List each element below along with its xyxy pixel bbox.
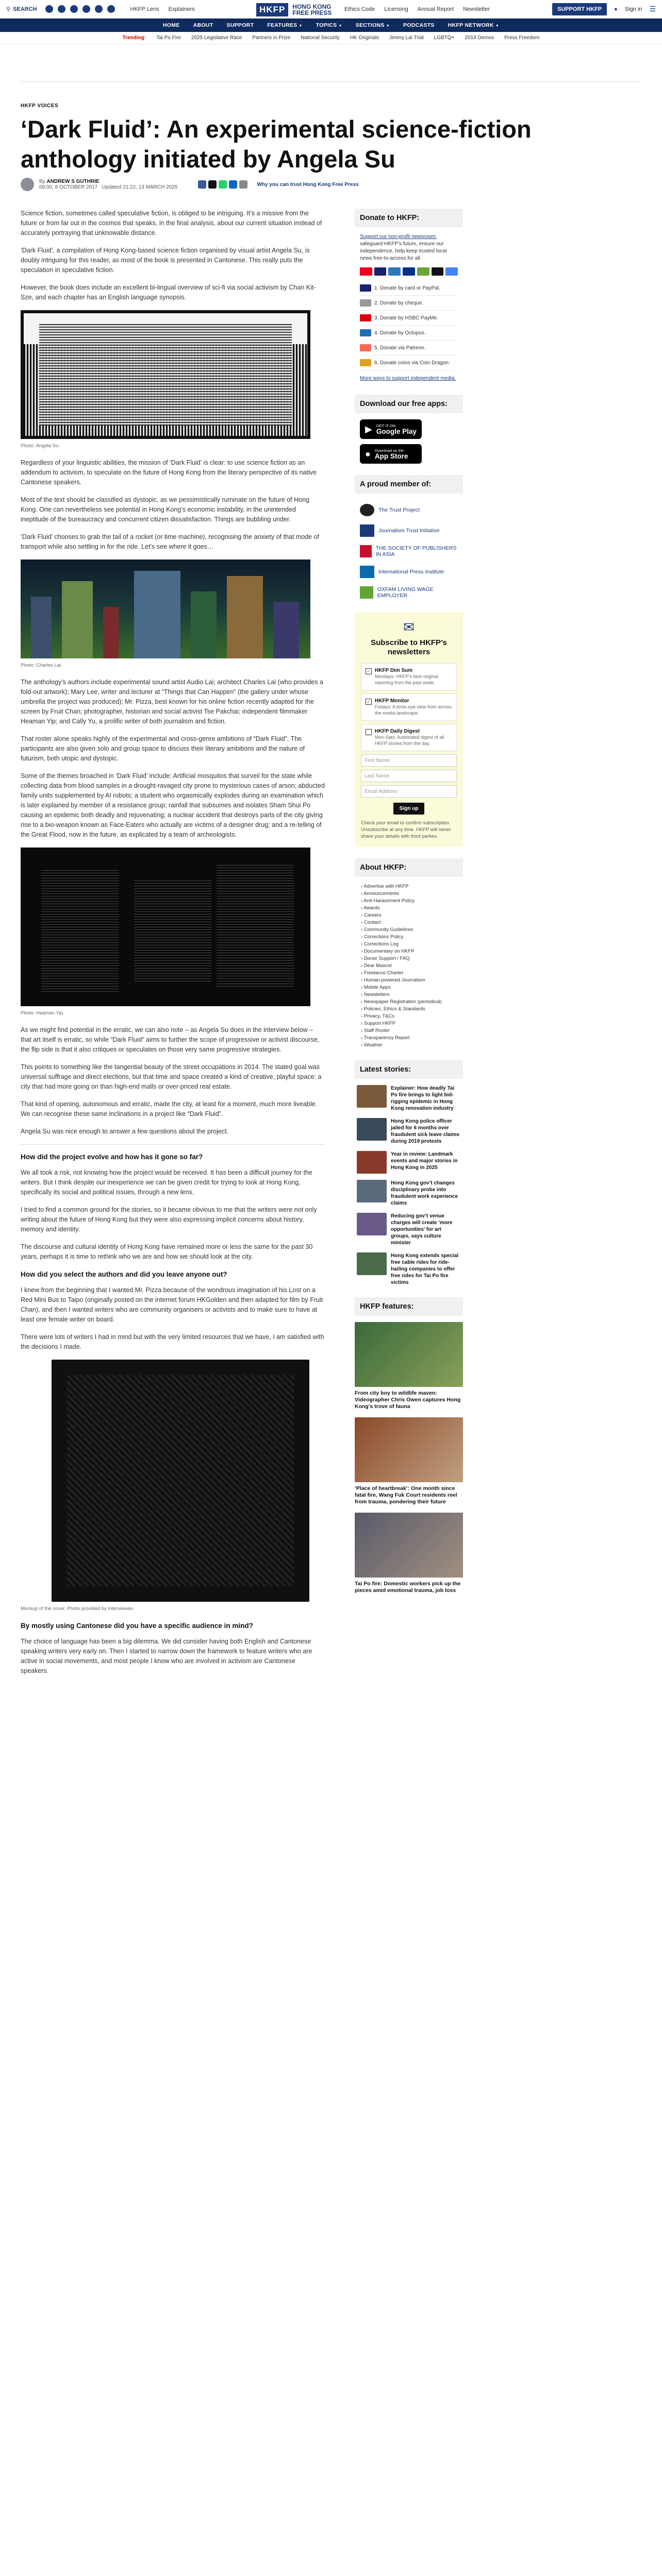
donate-option-octopus[interactable]: 4. Donate by Octopus.: [360, 326, 458, 341]
mastercard-icon: [360, 267, 372, 276]
paragraph: The choice of language has been a big dilemma. We did consider having both English and Cantonese speaking writers very early on. Then I started to narrow down the framework to feature writers who are active in social movements, and most people I know who are involved in activism are Cantonese speakers.: [21, 1638, 312, 1674]
author-avatar: [21, 178, 34, 191]
paragraph: That roster alone speaks highly of the experimental and cross-genre ambitions of “Dark Fluid”. The participants are also given solo and group space to discuss their literary ambitions and the nature of futurism, both utopic and dystopic.: [21, 735, 305, 762]
user-icon[interactable]: ●: [614, 6, 618, 12]
paragraph: Science fiction, sometimes called speculative fiction, is obliged to be intriguing. It’s a missive from the future or from far out in the cosmos that speaks, in the final analysis, about our current situation instead of accurately portraying that unknowable distance.: [21, 210, 322, 236]
paragraph: However, the book does include an excellent bi-lingual overview of sci-fi via social activism by Chan Kit-Sze, and each chapter has an English language synopsis.: [21, 284, 316, 301]
paypal-icon: [403, 267, 415, 276]
paragraph: Most of the text should be classified as dystopic, as we pessimistically ruminate on the future of Hong Kong. One can nevertheless see potential in Hong Kong’s economic instability, in the unintended ineptitude of the bureaucracy and concurrent citizen dissatisfaction. Things are bubbling under.: [21, 496, 309, 523]
twitter-icon[interactable]: [58, 5, 65, 13]
article-kicker[interactable]: HKFP VOICES: [21, 103, 59, 109]
ipi-logo[interactable]: International Press Institute: [355, 562, 463, 582]
oxfam-icon: [360, 586, 373, 599]
image-caption: Photo: Charles Lai.: [21, 663, 62, 668]
amex-icon: [388, 267, 401, 276]
share-buttons: [198, 180, 247, 189]
checkbox[interactable]: ✓: [366, 668, 372, 674]
feature-card[interactable]: Tai Po fire: Domestic workers pick up the pieces amid emotional trauma, job loss: [355, 1513, 463, 1594]
donate-widget: Donate to HKFP: Support our non-profit newsroom: safeguard HKFP’s future, ensure our independence, help keep trusted local news free-to-access for all. 1. Donate by card or PayPal. 2. Donate by cheque. 3. Donate by HSBC PayMe. 4. Donate by Octopus. 5. Donate via Patreon. 6. Donate coins via Coin Dragon. More ways to support independent media.: [355, 209, 463, 381]
paragraph: Angela Su was nice enough to answer a few questions about the project.: [21, 1128, 229, 1135]
card-icon: [360, 284, 371, 292]
x-share-icon[interactable]: [208, 180, 217, 189]
donate-option-cheque[interactable]: 2. Donate by cheque.: [360, 296, 458, 311]
nav-features[interactable]: FEATURES ▼: [267, 22, 303, 28]
city-collage-image: [21, 560, 310, 658]
paragraph: There were lots of writers I had in mind but with the very limited resources that we have, I am satisfied with the decisions I made.: [21, 1333, 324, 1350]
trending-link[interactable]: LGBTQ+: [434, 35, 455, 41]
trust-link[interactable]: Why you can trust Hong Kong Free Press: [257, 181, 359, 188]
about-link[interactable]: › Careers: [361, 912, 457, 919]
member-widget: [355, 475, 463, 603]
interview-question: How did you select the authors and did you leave anyone out?: [21, 1270, 227, 1278]
trending-link[interactable]: Jimmy Lai Trial: [389, 35, 424, 41]
artwork-image: [21, 310, 310, 439]
trending-bar: Trending: Tai Po Fire 2025 Legislative Race Partners in Prize National Security HK Originals Jimmy Lai Trial LGBTQ+ 2019 Demos Press Freedom: [0, 32, 662, 44]
nav-network[interactable]: HKFP NETWORK ▼: [448, 22, 500, 28]
donate-intro-link[interactable]: Support our non-profit newsroom:: [360, 234, 437, 240]
donate-option-coins[interactable]: 6. Donate coins via Coin Dragon.: [360, 355, 458, 370]
interview-question: How did the project evolve and how has it gone so far?: [21, 1153, 203, 1161]
feature-card[interactable]: From city boy to wildlife maven: Videographer Chris Owen captures Hong Kong’s trove of fauna: [355, 1322, 463, 1410]
about-link[interactable]: › Newspaper Registration (periodical): [361, 998, 457, 1006]
about-link[interactable]: › Community Guidelines: [361, 926, 457, 934]
donate-heading: Donate to HKFP:: [355, 209, 463, 227]
top-link-licensing[interactable]: Licensing: [384, 6, 408, 12]
google-play-button[interactable]: ▶ GET IT ON Google Play: [360, 419, 422, 439]
latest-story[interactable]: Explainer: How deadly Tai Po fire brings to light bid-rigging epidemic in Hong Kong renovation industry: [355, 1085, 463, 1112]
trending-link[interactable]: HK Originals: [350, 35, 379, 41]
cheque-icon: [360, 299, 371, 307]
instagram-icon[interactable]: [70, 5, 78, 13]
email-share-icon[interactable]: [239, 180, 247, 189]
article-body: [21, 209, 325, 1684]
patreon-icon: [360, 344, 371, 351]
author-name[interactable]: ANDREW S GUTHRIE: [46, 179, 100, 184]
top-link-newsletter[interactable]: Newsletter: [463, 6, 490, 12]
member-heading: A proud member of:: [355, 475, 463, 494]
story-thumbnail: [357, 1085, 387, 1108]
about-link[interactable]: › Corrections Log: [361, 941, 457, 948]
sign-in-link[interactable]: Sign in: [624, 6, 642, 12]
search-icon: ⚲: [6, 6, 11, 12]
sopa-icon: [360, 545, 372, 557]
donate-option-card[interactable]: 1. Donate by card or PayPal.: [360, 281, 458, 296]
nav-topics[interactable]: TOPICS ▼: [316, 22, 342, 28]
chevron-down-icon: ▼: [338, 24, 342, 28]
menu-icon[interactable]: ☰: [649, 5, 656, 13]
story-thumbnail: [357, 1118, 387, 1141]
trending-link[interactable]: Tai Po Fire: [156, 35, 181, 41]
donate-option-payme[interactable]: 3. Donate by HSBC PayMe.: [360, 311, 458, 326]
about-link[interactable]: › Transparency Report: [361, 1035, 457, 1042]
telegram-icon[interactable]: [95, 5, 103, 13]
about-link[interactable]: › Documentary on HKFP: [361, 948, 457, 955]
top-link-ethics[interactable]: Ethics Code: [344, 6, 375, 12]
chevron-down-icon: ▼: [495, 24, 500, 28]
nav-about[interactable]: ABOUT: [193, 22, 213, 28]
jti-logo[interactable]: Journalism Trust Initiative: [355, 520, 463, 541]
googlepay-icon: [445, 267, 458, 276]
nav-support[interactable]: SUPPORT: [226, 22, 254, 28]
newsletter-note: Check your email to confirm subscription. Unsubscribe at any time. HKFP will never share your details with third parties.: [361, 820, 451, 839]
about-link[interactable]: › Advertise with HKFP: [361, 883, 457, 890]
about-link[interactable]: › Announcements: [361, 890, 457, 897]
image-caption: Mockup of the cover. Photo provided by interviewee.: [21, 1606, 135, 1612]
about-link[interactable]: › Awards: [361, 905, 457, 912]
feature-image: [355, 1417, 463, 1482]
feature-card[interactable]: ‘Place of heartbreak’: One month since fatal fire, Wang Fuk Court residents reel from trauma, pondering their future: [355, 1417, 463, 1505]
about-link[interactable]: › Newsletters: [361, 991, 457, 998]
about-link[interactable]: › Donor Support / FAQ: [361, 955, 457, 962]
latest-heading: Latest stories:: [355, 1060, 463, 1079]
about-link[interactable]: › Freelance Charter: [361, 970, 457, 977]
about-link[interactable]: › Privacy, T&Cs: [361, 1013, 457, 1020]
main-nav: [0, 19, 662, 32]
story-thumbnail: [357, 1213, 387, 1235]
donate-option-patreon[interactable]: 5. Donate via Patreon.: [360, 341, 458, 355]
about-link[interactable]: › Corrections Policy: [361, 934, 457, 941]
about-link[interactable]: › Anti-Harassment Policy: [361, 897, 457, 905]
first-name-input[interactable]: First Name: [361, 754, 457, 767]
trust-project-logo[interactable]: The Trust Project: [355, 500, 463, 520]
trending-link[interactable]: Press Freedom: [504, 35, 540, 41]
about-heading: About HKFP:: [355, 858, 463, 877]
newsletter-heading: Subscribe to HKFP’s newsletters: [371, 638, 447, 656]
top-link-explainers[interactable]: Explainers: [168, 6, 195, 12]
email-input[interactable]: Email Address: [361, 785, 457, 798]
byline: By ANDREW S GUTHRIE 09:00, 8 OCTOBER 2017 Updated 21:22, 13 MARCH 2025 Why you can trust Hong Kong Free Press: [21, 178, 359, 191]
interview-question: By mostly using Cantonese did you have a specific audience in mind?: [21, 1622, 253, 1630]
image-caption: Photo: Angela Su.: [21, 443, 60, 449]
features-widget: [355, 1297, 463, 1594]
cover-mockup-image: [52, 1360, 309, 1602]
more-ways-link[interactable]: More ways to support independent media.: [360, 376, 456, 381]
paragraph: As we might find potential in the erratic, we can also note – as Angela Su does in the interview below – that art itself is erratic, so while “Dark Fluid” aims to further the scope of progressive or activist discourse, the flip side is that it also critiques or speculates on those very same progressive strategies.: [21, 1026, 320, 1053]
about-link[interactable]: › Support HKFP: [361, 1020, 457, 1027]
features-heading: HKFP features:: [355, 1297, 463, 1316]
ipi-icon: [360, 566, 374, 578]
about-link[interactable]: › Weather: [361, 1042, 457, 1049]
latest-story[interactable]: Reducing gov’t venue charges will create ‘more opportunities’ for art groups, says culture minister: [355, 1213, 463, 1246]
nav-sections[interactable]: SECTIONS ▼: [355, 22, 390, 28]
newsletter-option-monitor[interactable]: ✓ HKFP Monitor Fridays: A birds-eye view from across the media landscape.: [361, 693, 457, 721]
publish-date: 09:00, 8 OCTOBER 2017: [39, 184, 98, 190]
social-links: [45, 5, 115, 13]
paragraph: The discourse and cultural identity of Hong Kong have remained more or less the same for the past 30 years, perhaps it is time to rethink who we are and how we should look at the city.: [21, 1243, 313, 1260]
last-name-input[interactable]: Last Name: [361, 770, 457, 782]
story-thumbnail: [357, 1252, 387, 1275]
linkedin-icon[interactable]: [107, 5, 115, 13]
trending-link[interactable]: National Security: [301, 35, 340, 41]
about-link[interactable]: › Mobile Apps: [361, 984, 457, 991]
feature-image: [355, 1513, 463, 1578]
app-store-button[interactable]: ● Download on the App Store: [360, 444, 422, 464]
about-link[interactable]: › Policies, Ethics & Standards: [361, 1006, 457, 1013]
about-link[interactable]: › Contact: [361, 919, 457, 926]
top-link-lens[interactable]: HKFP Lens: [130, 6, 159, 12]
story-thumbnail: [357, 1151, 387, 1174]
about-link[interactable]: › Human-powered Journalism: [361, 977, 457, 984]
oxfam-logo[interactable]: OXFAM LIVING WAGE EMPLOYER: [355, 582, 463, 603]
chevron-down-icon: ▼: [299, 24, 303, 28]
trending-link[interactable]: 2025 Legislative Race: [191, 35, 242, 41]
paragraph: I knew from the beginning that I wanted Mr. Pizza because of the wondrous imagination of his Lost on a Red Mini Bus to Taipo (originally posted on the internet forum HKGolden and then adapted for film by Fruit Chan), and then I wanted writers who are community organisers or activists and to make sure to have at least one female writer on board.: [21, 1286, 323, 1323]
article-title: ‘Dark Fluid’: An experimental science-fiction anthology initiated by Angela Su: [21, 115, 532, 173]
apps-widget: [355, 395, 463, 464]
newsletter-widget: [355, 612, 463, 847]
signup-button[interactable]: Sign up: [393, 803, 425, 815]
jti-icon: [360, 524, 374, 537]
chevron-down-icon: ▼: [386, 24, 390, 28]
search-button[interactable]: ⚲ SEARCH: [6, 6, 37, 12]
newsletter-option-dimsum[interactable]: ✓ HKFP Dim Sum Mondays: HKFP’s best original reporting from the past week.: [361, 663, 457, 690]
nav-podcasts[interactable]: PODCASTS: [403, 22, 435, 28]
story-thumbnail: [357, 1180, 387, 1202]
checkbox[interactable]: [366, 729, 372, 735]
updated-date: Updated 21:22, 13 MARCH 2025: [102, 184, 178, 190]
paragraph: ‘Dark Fluid’, a compilation of Hong Kong-based science fiction organised by visual artist Angela Su, is doubly intriguing for this reader, as most of the book is presented in Cantonese. This really puts the speculation in speculative fiction.: [21, 247, 310, 274]
book-spread-image: [21, 848, 310, 1006]
about-link[interactable]: › Staff Roster: [361, 1027, 457, 1035]
payme-icon: [360, 314, 371, 321]
paragraph: The anthology’s authors include experimental sound artist Audio Lai; architect Charles Lai (who provides a fold-out artwork); Mary Lee, writer and lecturer at “Things that Can Happen” (the gallery under whose umbrella the project was produced); Mr. Pizza, best known for his online fiction recently adapted for the screen by Fruit Chan; photographer, historian and social activist Tse Pakchai; independent filmmaker Heaman Yip; and Cally Yu, a prolific writer of both journalism and fiction.: [21, 679, 323, 725]
apple-icon: ●: [365, 448, 371, 459]
divider: [21, 81, 641, 82]
latest-story[interactable]: Hong Kong police officer jailed for 6 months over fraudulent sick leave claims during 2019 protests: [355, 1118, 463, 1145]
applepay-icon: [432, 267, 444, 276]
paragraph: I tried to find a common ground for the stories, so it became obvious to me that the writers were not only writing about the future of Hong Kong but they were also expressing implicit concerns about history, memory and identity.: [21, 1206, 317, 1233]
youtube-icon[interactable]: [82, 5, 90, 13]
whatsapp-share-icon[interactable]: [219, 180, 227, 189]
trending-link[interactable]: 2019 Demos: [465, 35, 494, 41]
about-widget: [355, 858, 463, 1049]
coin-icon: [360, 359, 371, 366]
trending-link[interactable]: Partners in Prize: [252, 35, 291, 41]
hkfp-logo[interactable]: HKFP HONG KONG FREE PRESS: [256, 3, 332, 16]
latest-story[interactable]: Year in review: Landmark events and major stories in Hong Kong in 2025: [355, 1151, 463, 1174]
google-play-icon: ▶: [365, 423, 372, 434]
paragraph: We all took a risk, not knowing how the project would be received. It has been a difficult journey for the writers. But I think despite our inexperience we can be given credit for trying to look at Hong Kong, specifically its social and political issues, through a new lens.: [21, 1169, 312, 1196]
newsletter-option-digest[interactable]: HKFP Daily Digest Mon-Sats: Automated digest of all HKFP stories from the day.: [361, 724, 457, 751]
checkbox[interactable]: ✓: [366, 699, 372, 705]
latest-widget: [355, 1060, 463, 1286]
facebook-icon[interactable]: [45, 5, 53, 13]
unionpay-icon: [417, 267, 429, 276]
sopa-logo[interactable]: THE SOCIETY OF PUBLISHERS IN ASIA: [355, 541, 463, 562]
facebook-share-icon[interactable]: [198, 180, 206, 189]
image-caption: Photo: Heaman Yip.: [21, 1010, 64, 1016]
paragraph: Regardless of your linguistic abilities, the mission of ‘Dark Fluid’ is clear: to use science fiction as an addendum to activism, to speculate on the future of Hong Kong from the literary perspective of its native Cantonese speakers.: [21, 459, 317, 486]
feature-image: [355, 1322, 463, 1387]
support-hkfp-button[interactable]: SUPPORT HKFP: [552, 3, 607, 15]
visa-icon: [374, 267, 387, 276]
divider: [21, 1144, 325, 1145]
paragraph: ‘Dark Fluid’ chooses to grab the tail of a rocket (or time machine), recognising the anxiety of that mode of transport while also settling in for the ride. Let’s see where it goes…: [21, 533, 319, 550]
top-link-annual-report[interactable]: Annual Report: [417, 6, 454, 12]
latest-story[interactable]: Hong Kong gov’t changes disciplinary probe into fraudulent work experience claims: [355, 1180, 463, 1207]
latest-story[interactable]: Hong Kong extends special free cable rides for ride-hailing companies to offer free rides for Tai Po fire victims: [355, 1252, 463, 1286]
paragraph: That kind of opening, autonomous and erratic, made the city, at least for a moment, much more liveable. We can recognise these same inclinations in a project like “Dark Fluid”.: [21, 1100, 318, 1117]
paragraph: This points to something like the tangential beauty of the street occupations in 2014. The stated goal was universal suffrage and direct elections, but that time and space created a kind of creative, playful space: a city that had more going on than high-end malls or over-priced real estate.: [21, 1063, 322, 1090]
sidebar: [355, 209, 463, 1601]
nav-home[interactable]: HOME: [162, 22, 180, 28]
octopus-icon: [360, 329, 371, 336]
envelope-icon: ✉: [403, 619, 415, 635]
apps-heading: Download our free apps:: [355, 395, 463, 413]
paragraph: Some of the themes broached in ‘Dark Fluid’ include: Artificial mosquitos that surveil for the state while collecting data from blood samples in a drought-ravaged city prone to mysterious cases of arson; abducted family units supplemented by AI robots; a student who orgasmically explodes during an examination which is later explained by member of a resistance group; rainfall that subsumes and isolates Sham Shui Po causing an epidemic both deadly and rejuvenating; a nuclear accident that destroys parts of the city giving rise to a bio-weapon known as Face-Eaters who actually are victims of a designer drug; and a re-telling of the Great Flood, now in the future, as explicated by a team of archeologists.: [21, 772, 325, 838]
trust-project-icon: [360, 504, 374, 516]
linkedin-share-icon[interactable]: [229, 180, 237, 189]
about-link[interactable]: › Dear Mascot: [361, 962, 457, 970]
payment-methods: [355, 267, 463, 276]
